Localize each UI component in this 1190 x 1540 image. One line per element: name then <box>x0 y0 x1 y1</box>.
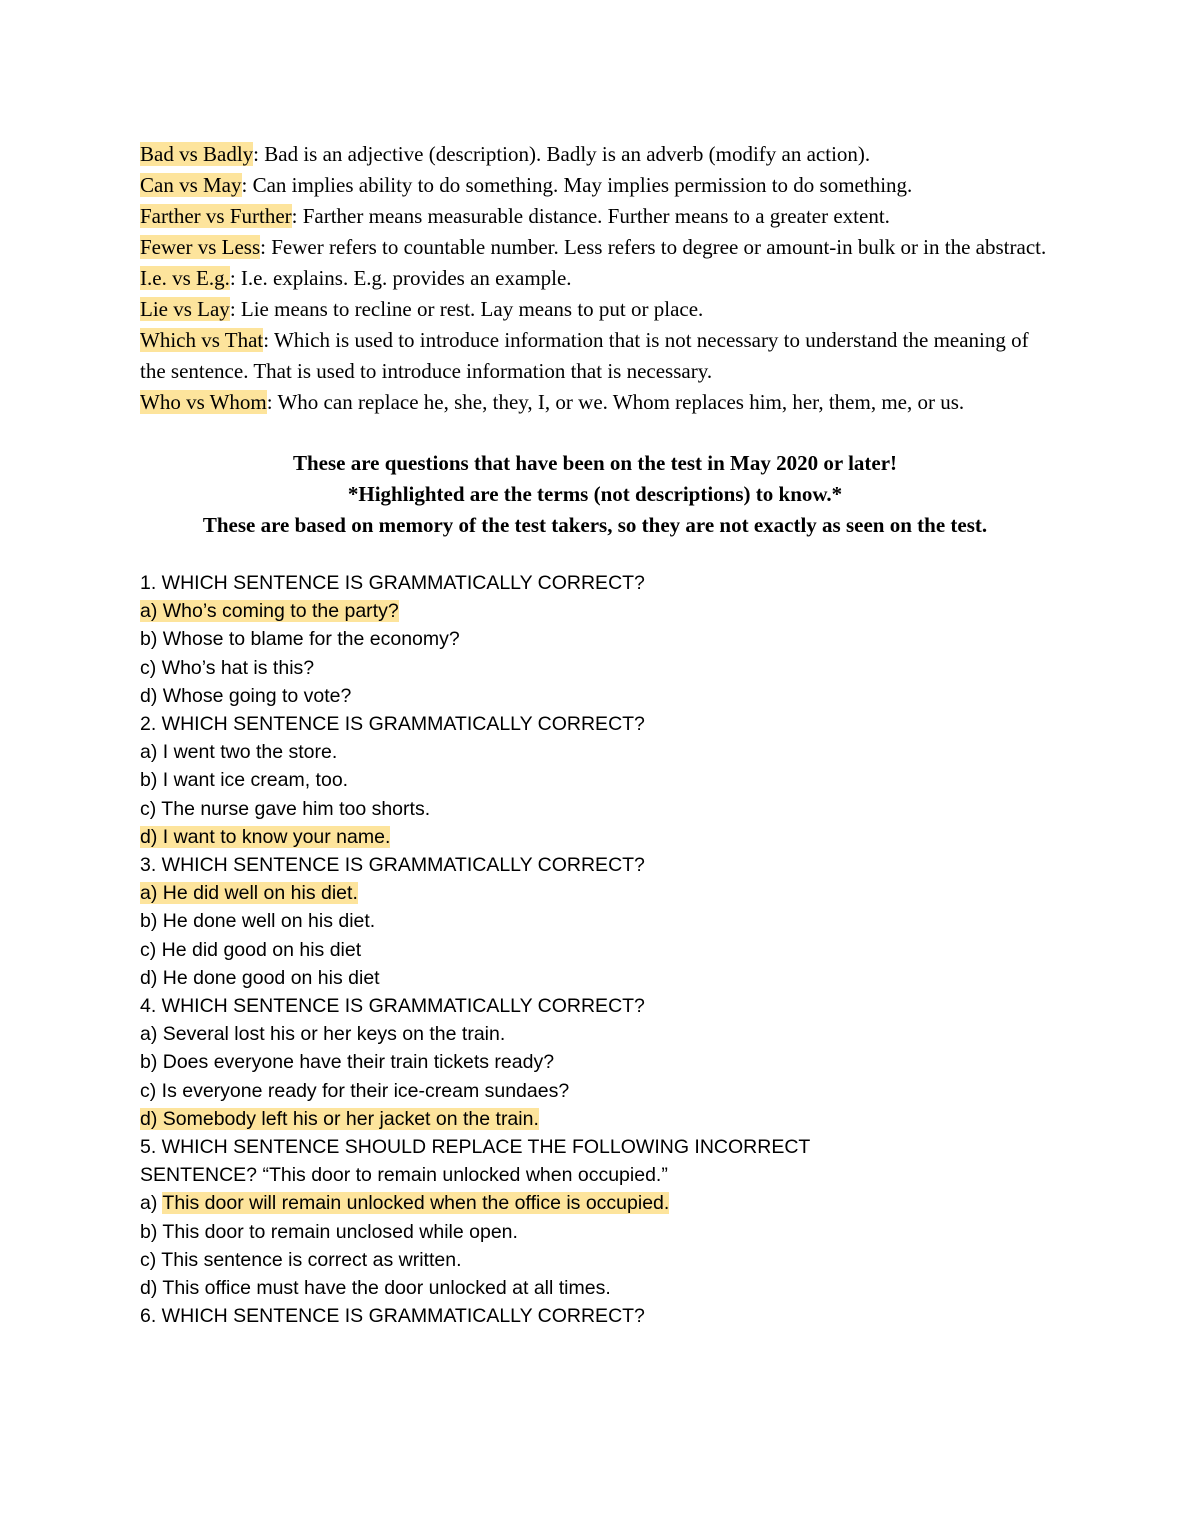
answer-prefix: a) <box>140 1192 163 1215</box>
term-definition: : I.e. explains. E.g. provides an example. <box>229 266 572 290</box>
answer-highlight: d) I want to know your name. <box>140 825 391 848</box>
answer-option-correct <box>140 1105 1050 1133</box>
term-highlight: Who vs Whom <box>140 390 267 414</box>
questions-list <box>140 569 1050 1330</box>
term-highlight: Lie vs Lay <box>140 297 230 321</box>
term-highlight: Bad vs Badly <box>140 142 254 166</box>
answer-option-correct <box>140 1189 1050 1217</box>
answer-option-correct <box>140 823 1050 851</box>
answer-option: b) Does everyone have their train tickets ready? <box>140 1051 555 1074</box>
term-row-can-may <box>140 170 1050 201</box>
term-highlight: I.e. vs E.g. <box>140 266 230 290</box>
term-row-fewer-less <box>140 232 1050 263</box>
answer-highlight: a) Who’s coming to the party? <box>140 600 399 623</box>
term-row-bad-badly <box>140 139 1050 170</box>
term-highlight: Can vs May <box>140 173 242 197</box>
answer-option: a) I went two the store. <box>140 741 338 764</box>
answer-option: c) The nurse gave him too shorts. <box>140 797 431 820</box>
term-definition: : Lie means to recline or rest. Lay means to put or place. <box>229 297 704 321</box>
answer-option: d) He done good on his diet <box>140 966 380 989</box>
question-prompt: 5. WHICH SENTENCE SHOULD REPLACE THE FOLLOWING INCORRECT <box>140 1136 811 1159</box>
term-definition: : Which is used to introduce information that is not necessary to understand the meaning of the sentence. That is used to introduce information that is necessary. <box>140 328 1029 383</box>
answer-option: c) Is everyone ready for their ice-cream sundaes? <box>140 1079 570 1102</box>
term-definition: : Can implies ability to do something. May implies permission to do something. <box>241 173 913 197</box>
question-prompt: 6. WHICH SENTENCE IS GRAMMATICALLY CORRECT? <box>140 1305 645 1328</box>
answer-highlight: a) He did well on his diet. <box>140 882 358 905</box>
answer-option: c) This sentence is correct as written. <box>140 1248 462 1271</box>
term-definition: : Who can replace he, she, they, I, or we. Whom replaces him, her, them, me, or us. <box>266 390 965 414</box>
answer-option: d) Whose going to vote? <box>140 684 352 707</box>
terms-list <box>140 139 1050 418</box>
term-definition: : Fewer refers to countable number. Less refers to degree or amount-in bulk or in the abstract. <box>260 235 1047 259</box>
term-row-who-whom <box>140 387 1050 418</box>
question-prompt: 4. WHICH SENTENCE IS GRAMMATICALLY CORRECT? <box>140 995 645 1018</box>
term-highlight: Farther vs Further <box>140 204 292 228</box>
question-prompt: 1. WHICH SENTENCE IS GRAMMATICALLY CORRECT? <box>140 572 645 594</box>
answer-highlight: This door will remain unlocked when the office is occupied. <box>162 1192 670 1215</box>
answer-option-correct <box>140 597 1050 625</box>
document-page <box>140 139 1050 1330</box>
term-row-lie-lay <box>140 294 1050 325</box>
answer-highlight: d) Somebody left his or her jacket on the train. <box>140 1107 539 1130</box>
answer-option: b) He done well on his diet. <box>140 910 376 933</box>
test-notes <box>140 448 1050 541</box>
question-prompt: 2. WHICH SENTENCE IS GRAMMATICALLY CORRECT? <box>140 713 645 736</box>
term-definition: : Bad is an adjective (description). Badly is an adverb (modify an action). <box>253 142 871 166</box>
term-definition: : Farther means measurable distance. Further means to a greater extent. <box>291 204 890 228</box>
note-line: *Highlighted are the terms (not descriptions) to know.* <box>347 482 843 506</box>
answer-option: b) I want ice cream, too. <box>140 769 349 792</box>
answer-option: c) Who’s hat is this? <box>140 656 315 679</box>
answer-option: c) He did good on his diet <box>140 938 362 961</box>
note-line: These are based on memory of the test takers, so they are not exactly as seen on the test. <box>202 513 988 537</box>
term-row-which-that <box>140 325 1050 387</box>
answer-option-correct <box>140 879 1050 907</box>
answer-option: b) This door to remain unclosed while open. <box>140 1220 518 1243</box>
answer-option: b) Whose to blame for the economy? <box>140 628 460 651</box>
term-row-ie-eg <box>140 263 1050 294</box>
question-prompt: 3. WHICH SENTENCE IS GRAMMATICALLY CORRECT? <box>140 854 645 877</box>
answer-option: d) This office must have the door unlocked at all times. <box>140 1277 611 1300</box>
note-line: These are questions that have been on the test in May 2020 or later! <box>292 451 898 475</box>
answer-option: a) Several lost his or her keys on the train. <box>140 1023 506 1046</box>
term-highlight: Fewer vs Less <box>140 235 261 259</box>
term-row-farther-further <box>140 201 1050 232</box>
question-prompt-continued: SENTENCE? “This door to remain unlocked when occupied.” <box>140 1164 668 1187</box>
term-highlight: Which vs That <box>140 328 264 352</box>
